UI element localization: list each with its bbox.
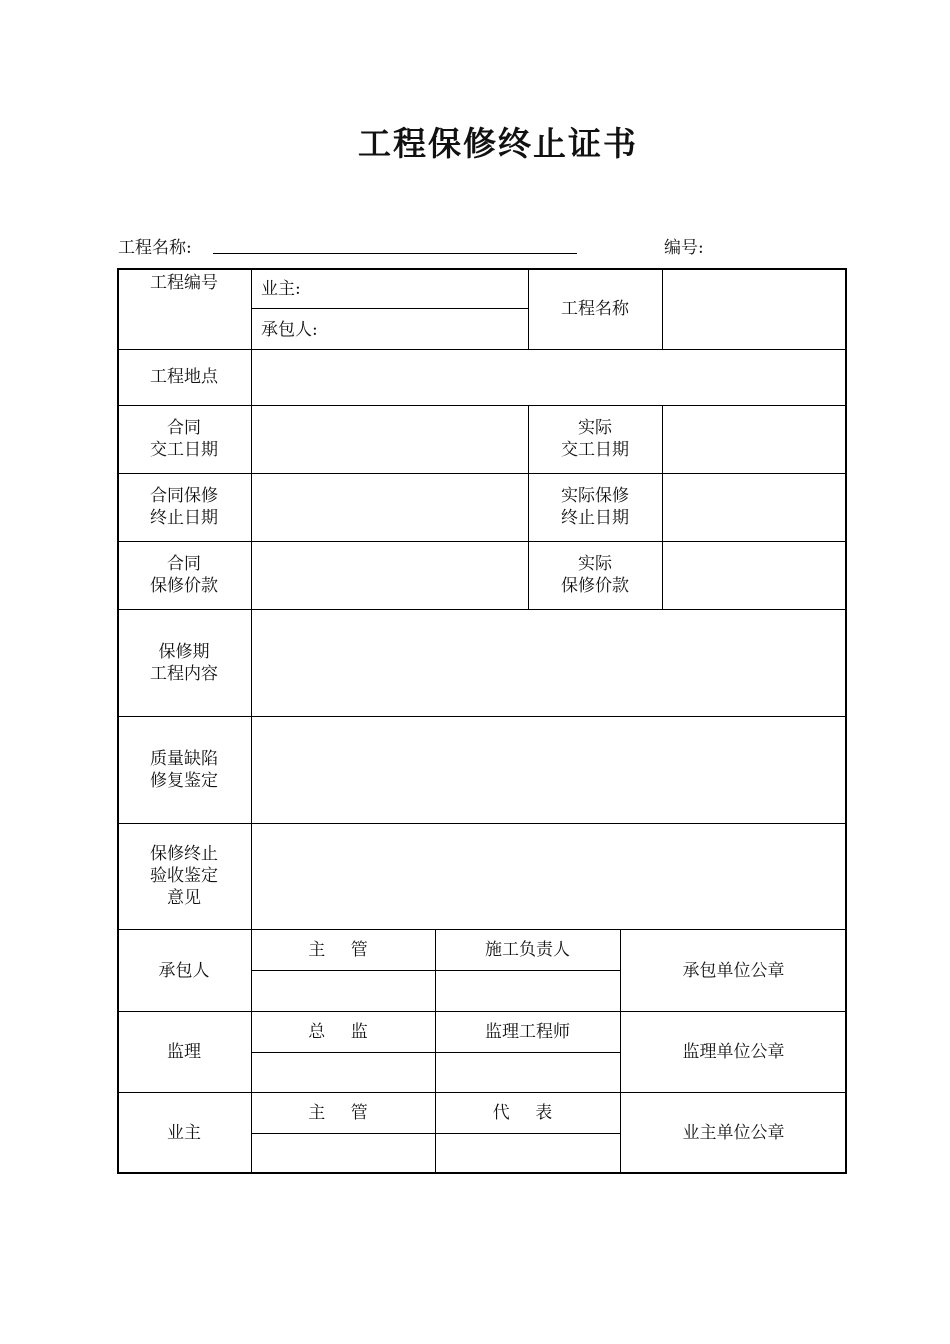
contractor-party-label: 承包人 [158, 960, 210, 981]
owner-seal-label: 业主单位公章 [682, 1123, 785, 1143]
actual-warranty-price-label: 实际 保修价款 [561, 554, 629, 596]
supervision-party-label: 监理 [167, 1041, 201, 1062]
warranty-work-value[interactable] [251, 609, 847, 716]
supervision-seal-label: 监理单位公章 [682, 1041, 785, 1062]
owner-representative-label: 代 表 [492, 1102, 563, 1123]
warranty-work-label: 保修期 工程内容 [150, 641, 218, 684]
contract-warranty-price-value[interactable] [251, 541, 528, 609]
actual-completion-label: 实际 交工日期 [561, 418, 629, 460]
contractor-manager-label: 主 管 [308, 940, 378, 960]
project-name-value[interactable] [662, 268, 847, 350]
contractor-seal-label: 承包单位公章 [682, 960, 785, 981]
actual-warranty-end-label: 实际保修 终止日期 [561, 486, 629, 528]
project-no-label: 工程编号 [150, 273, 218, 293]
actual-warranty-price-value[interactable] [662, 541, 847, 609]
construction-lead-label: 施工负责人 [485, 940, 570, 960]
owner-manager-label: 主 管 [308, 1102, 378, 1123]
supervising-engineer-signature[interactable] [435, 1052, 620, 1092]
contract-completion-label: 合同 交工日期 [150, 418, 218, 460]
chief-supervisor-signature[interactable] [251, 1052, 435, 1092]
defect-repair-label: 质量缺陷 修复鉴定 [150, 748, 218, 791]
owner-manager-signature[interactable] [251, 1133, 435, 1174]
owner-representative-signature[interactable] [435, 1133, 620, 1174]
acceptance-value[interactable] [251, 823, 847, 929]
owner-label: 业主: [261, 279, 301, 299]
construction-lead-signature[interactable] [435, 970, 620, 1011]
contract-warranty-end-value[interactable] [251, 473, 528, 541]
contractor-manager-signature[interactable] [251, 970, 435, 1011]
actual-completion-value[interactable] [662, 405, 847, 473]
defect-repair-value[interactable] [251, 716, 847, 823]
number-label: 编号: [664, 238, 704, 258]
supervising-engineer-label: 监理工程师 [485, 1021, 570, 1042]
actual-warranty-end-value[interactable] [662, 473, 847, 541]
contract-warranty-price-label: 合同 保修价款 [150, 554, 218, 596]
document-title: 工程保修终止证书 [358, 124, 638, 163]
location-label: 工程地点 [150, 367, 218, 387]
contractor-label: 承包人: [261, 320, 318, 340]
owner-party-label: 业主 [167, 1123, 201, 1143]
chief-supervisor-label: 总 监 [308, 1021, 378, 1042]
project-name-label: 工程名称: [118, 238, 192, 258]
acceptance-label: 保修终止 验收鉴定 意见 [150, 844, 218, 908]
location-value[interactable] [251, 349, 847, 405]
contract-completion-value[interactable] [251, 405, 528, 473]
contract-warranty-end-label: 合同保修 终止日期 [150, 486, 218, 528]
project-name-cell-label: 工程名称 [561, 299, 629, 319]
project-name-field[interactable] [213, 253, 577, 254]
